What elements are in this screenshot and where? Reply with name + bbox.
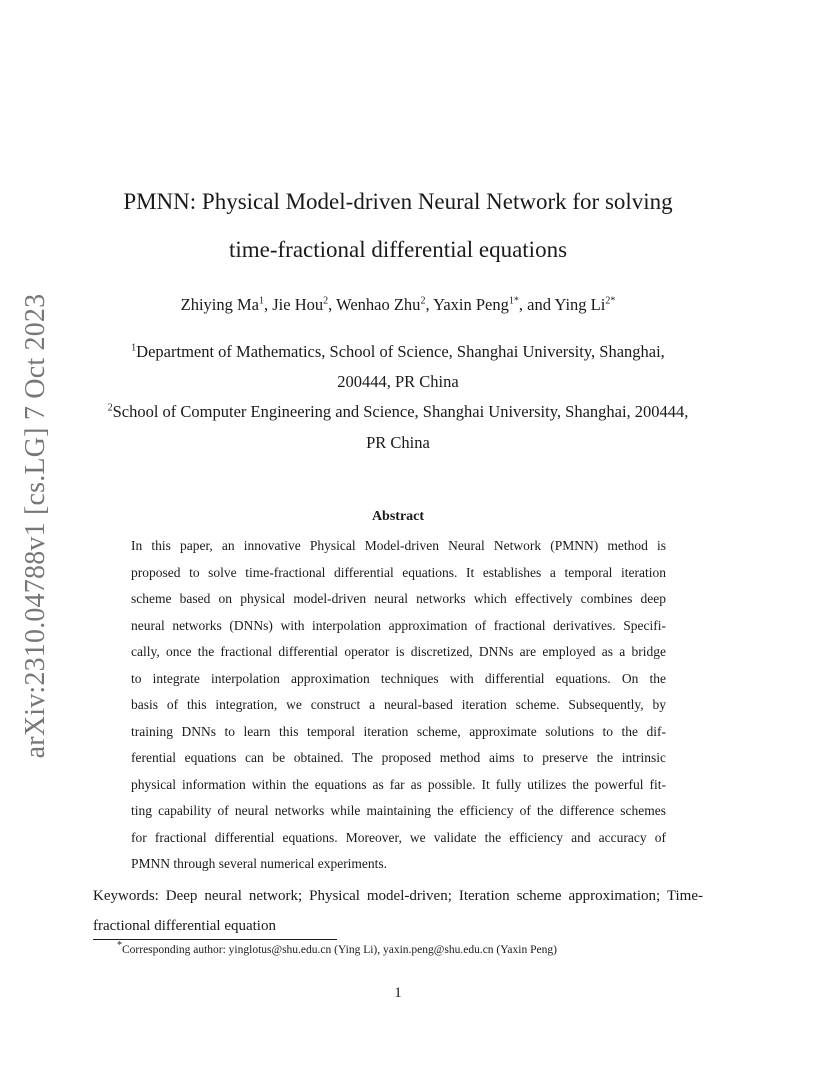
keywords-line-1: Keywords: Deep neural network; Physical model-driven; Iteration scheme approximation; Time- [93,888,703,904]
abstract-line: to integrate interpolation approximation techniques with differential equations. On the [131,670,666,686]
author-name: Ying Li [554,295,606,314]
author-separator: , [425,295,434,314]
affiliation-1 [90,341,706,363]
affiliation-mark: 1 [131,342,137,354]
affiliation-mark: 2 [107,402,113,414]
abstract-line: cally, once the fractional differential operator is discretized, DNNs are employed as a bridge [131,644,666,659]
arxiv-stamp-text: arXiv:2310.04788v1 [cs.LG] 7 Oct 2023 [20,293,51,759]
abstract-line: scheme based on physical model-driven neural networks which effectively combines deep [131,591,666,606]
author-name: Wenhao Zhu [336,295,421,314]
author-separator: , [328,295,337,314]
abstract-line: for fractional differential equations. Moreover, we validate the efficiency and accuracy of [131,829,666,845]
affiliation-text: School of Computer Engineering and Science, Shanghai University, Shanghai, 200444, [112,402,689,421]
author-affiliation-mark: 2 [323,295,329,307]
keywords-line-2: fractional differential equation [93,918,276,934]
author-name: Zhiying Ma [180,295,259,314]
abstract-line: basis of this integration, we construct a neural-based iteration scheme. Subsequently, by [131,697,666,712]
author-name: Jie Hou [272,295,324,314]
abstract-line: training DNNs to learn this temporal iteration scheme, approximate solutions to the dif- [131,723,666,739]
author-separator: , and [518,295,555,314]
author-affiliation-mark: 1 [259,295,264,307]
affiliation-text: Department of Mathematics, School of Science, Shanghai University, Shanghai, [136,342,665,361]
abstract-line: neural networks (DNNs) with interpolation approximation of fractional derivatives. Specifi- [131,617,666,633]
author-separator: , [264,295,273,314]
author-name: Yaxin Peng [433,295,509,314]
author-list [90,294,706,316]
abstract-line: proposed to solve time-fractional differential equations. It establishes a temporal iteration [131,564,666,580]
abstract-heading: Abstract [371,509,425,524]
abstract-line: In this paper, an innovative Physical Model-driven Neural Network (PMNN) method is [131,538,666,553]
footnote-text: Corresponding author: yinglotus@shu.edu.cn (Ying Li), yaxin.peng@shu.edu.cn (Yaxin Peng) [122,944,557,956]
paper-title-line-1: PMNN: Physical Model-driven Neural Network for solving [123,189,673,214]
affiliation-1-continued: 200444, PR China [337,372,459,391]
author-affiliation-mark: 2* [605,295,616,307]
abstract-line: physical information within the equations as far as possible. It fully utilizes the powerful fit- [131,776,666,792]
paper-title-line-2: time-fractional differential equations [228,237,568,262]
corresponding-author-footnote [117,942,717,958]
page-number: 1 [394,985,402,1001]
abstract-line: ferential equations can be obtained. The proposed method aims to preserve the intrinsic [131,750,666,765]
abstract-line: ting capability of neural networks while maintaining the efficiency of the difference schemes [131,803,666,818]
affiliation-2 [70,401,726,423]
author-affiliation-mark: 2 [420,295,426,307]
footnote-rule [93,939,337,940]
affiliation-2-continued: PR China [366,433,430,452]
footnote-mark: * [117,940,122,952]
abstract-line: PMNN through several numerical experiments. [131,856,388,871]
author-affiliation-mark: 1* [508,295,519,307]
